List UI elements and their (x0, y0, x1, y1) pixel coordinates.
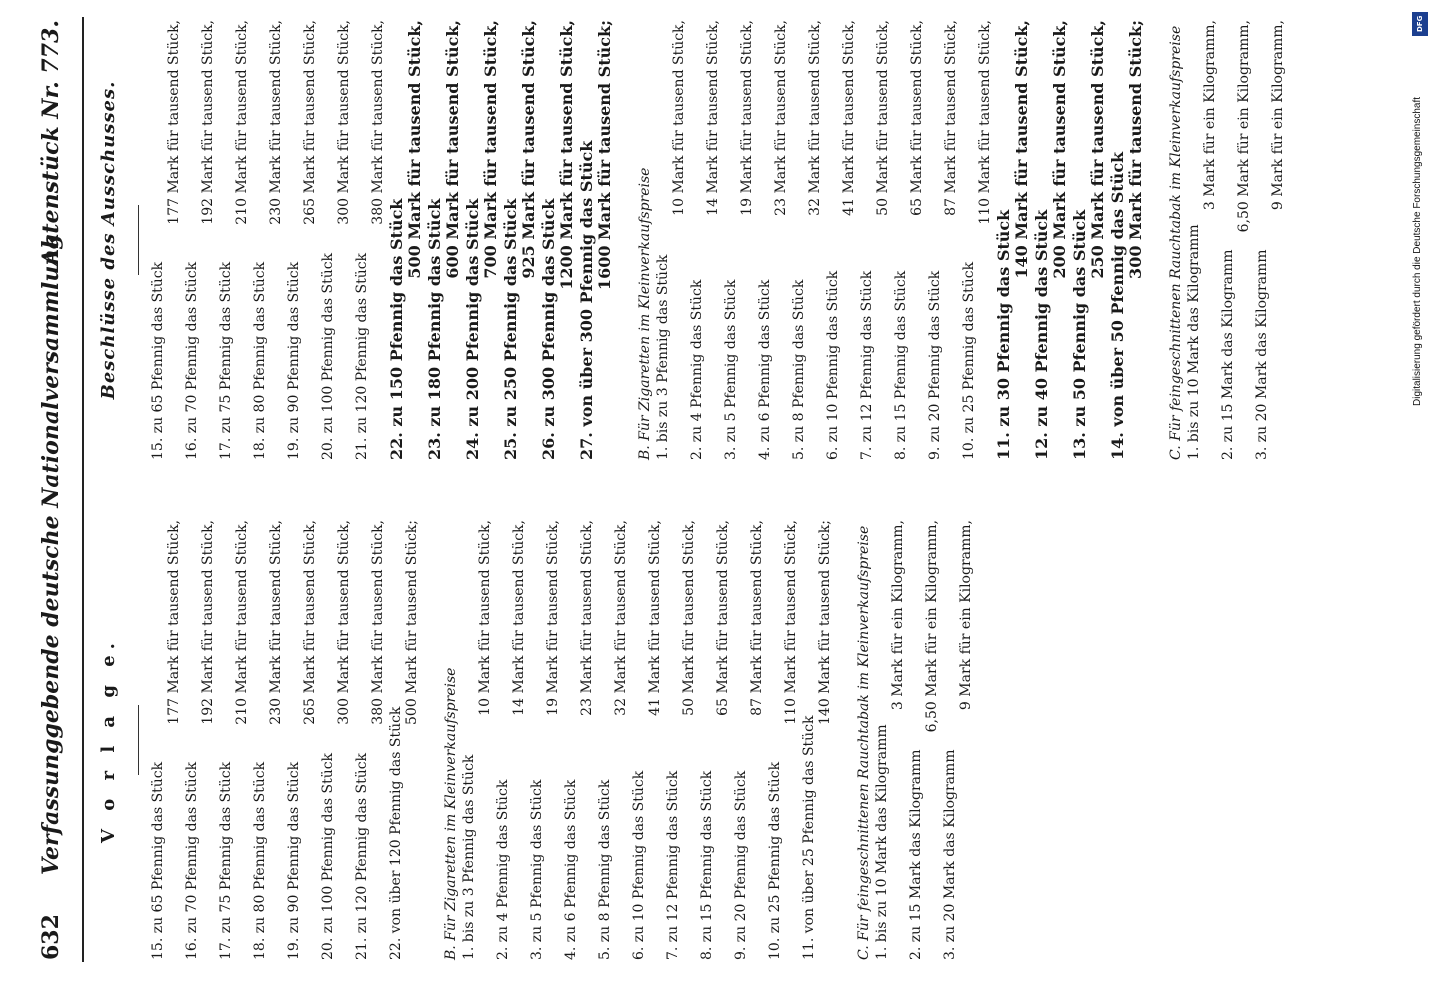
price-bracket: 17. zu 75 Pfennig das Stück (218, 761, 234, 960)
price-bracket: 15. zu 65 Pfennig das Stück (150, 761, 166, 960)
tariff-row (217, 520, 251, 960)
tariff-list-bold (387, 20, 615, 460)
price-bracket: 21. zu 120 Pfennig das Stück (354, 752, 370, 960)
tariff-row (1070, 20, 1108, 460)
tariff-row (353, 520, 387, 960)
tax-rate: 925 Mark für tausend Stück, (519, 20, 538, 279)
price-bracket: 16. zu 70 Pfennig das Stück (184, 761, 200, 960)
price-bracket: 18. zu 80 Pfennig das Stück (252, 761, 268, 960)
tax-rate: 300 Mark für tausend Stück, (336, 20, 352, 225)
price-bracket: 2. zu 4 Pfennig das Stück (495, 779, 511, 960)
tax-rate: 87 Mark für tausend Stück, (943, 20, 959, 216)
price-bracket: 3. zu 20 Mark das Kilogramm (1254, 249, 1270, 460)
price-bracket: 16. zu 70 Pfennig das Stück (184, 261, 200, 460)
tax-rate: 300 Mark für tausend Stück, (336, 520, 352, 725)
tariff-row (907, 520, 941, 960)
tax-rate: 9 Mark für ein Kilogramm, (958, 520, 974, 711)
tax-rate: 500 Mark für tausend Stück, (405, 20, 424, 279)
tax-rate: 19 Mark für tausend Stück, (739, 20, 755, 216)
tax-rate: 110 Mark für tausend Stück, (977, 20, 993, 225)
tax-rate: 140 Mark für tausend Stück, (1012, 20, 1031, 279)
tariff-row (756, 20, 790, 460)
tax-rate: 19 Mark für tausend Stück, (545, 520, 561, 716)
section-heading: B. Für Zigaretten im Kleinverkaufspreise (637, 167, 653, 460)
tax-rate: 41 Mark für tausend Stück, (647, 520, 663, 716)
tax-rate: 380 Mark für tausend Stück, (370, 20, 386, 225)
price-bracket: 19. zu 90 Pfennig das Stück (286, 761, 302, 960)
tax-rate: 300 Mark für tausend Stück; (1126, 20, 1145, 279)
tax-rate: 6,50 Mark für ein Kilogramm, (924, 520, 940, 733)
price-bracket: 3. zu 20 Mark das Kilogramm (942, 749, 958, 960)
tax-rate: 1200 Mark für tausend Stück, (557, 20, 576, 290)
tariff-row (562, 520, 596, 960)
tariff-row (858, 20, 892, 460)
tax-rate: 3 Mark für ein Kilogramm, (1202, 20, 1218, 211)
price-bracket: 26. zu 300 Pfennig das Stück (539, 198, 558, 460)
price-bracket: 27. von über 300 Pfennig das Stück (577, 140, 596, 460)
tariff-row (285, 20, 319, 460)
tax-rate: 192 Mark für tausend Stück, (200, 20, 216, 225)
price-bracket: 9. zu 20 Pfennig das Stück (927, 270, 943, 460)
tariff-row (539, 20, 577, 460)
tariff-row (1253, 20, 1287, 460)
document-number: Aktenstück Nr. 773. (38, 20, 64, 266)
price-bracket: 10. zu 25 Pfennig das Stück (961, 261, 977, 460)
price-bracket: 10. zu 25 Pfennig das Stück (767, 761, 783, 960)
tax-rate: 250 Mark für tausend Stück, (1088, 20, 1107, 279)
funding-note: Digitalisierung gefördert durch die Deutsche Forschungsgemeinschaft (1412, 96, 1423, 406)
tax-rate: 14 Mark für tausend Stück, (511, 520, 527, 716)
price-bracket: 24. zu 200 Pfennig das Stück (463, 198, 482, 460)
tariff-row (183, 520, 217, 960)
heading-dash (138, 705, 139, 775)
price-bracket: 17. zu 75 Pfennig das Stück (218, 261, 234, 460)
price-bracket: 5. zu 8 Pfennig das Stück (597, 779, 613, 960)
tariff-list (1185, 20, 1287, 460)
tariff-row (596, 520, 630, 960)
price-bracket: 7. zu 12 Pfennig das Stück (859, 270, 875, 460)
tax-rate: 32 Mark für tausend Stück, (807, 20, 823, 216)
section-heading: C. Für feingeschnittenen Rauchtabak im Kleinverkaufspreise (856, 525, 872, 960)
tariff-row (1219, 20, 1253, 460)
tariff-row (892, 20, 926, 460)
tax-rate: 177 Mark für tausend Stück, (166, 20, 182, 225)
tariff-row (1032, 20, 1070, 460)
tax-rate: 6,50 Mark für ein Kilogramm, (1236, 20, 1252, 233)
price-bracket: 22. von über 120 Pfennig das Stück (388, 706, 404, 960)
tax-rate: 3 Mark für ein Kilogramm, (890, 520, 906, 711)
price-bracket: 12. zu 40 Pfennig das Stück (1032, 209, 1051, 460)
column-heading: Beschlüsse des Ausschusses. (98, 80, 119, 400)
price-bracket: 1. bis zu 10 Mark das Kilogramm (1186, 224, 1202, 460)
right-column (98, 20, 1287, 460)
price-bracket: 4. zu 6 Pfennig das Stück (757, 279, 773, 460)
price-bracket: 20. zu 100 Pfennig das Stück (320, 752, 336, 960)
tax-rate: 50 Mark für tausend Stück, (681, 520, 697, 716)
tariff-row (528, 520, 562, 960)
tariff-row (501, 20, 539, 460)
tax-rate: 10 Mark für tausend Stück, (477, 520, 493, 716)
price-bracket: 3. zu 5 Pfennig das Stück (529, 779, 545, 960)
tariff-row (926, 20, 960, 460)
tax-rate: 210 Mark für tausend Stück, (234, 20, 250, 225)
tariff-row (387, 20, 425, 460)
price-bracket: 6. zu 10 Pfennig das Stück (631, 770, 647, 960)
section-heading: B. Für Zigaretten im Kleinverkaufspreise (443, 667, 459, 960)
price-bracket: 2. zu 15 Mark das Kilogramm (908, 749, 924, 960)
tariff-row (149, 20, 183, 460)
price-bracket: 22. zu 150 Pfennig das Stück (387, 198, 406, 460)
tariff-row (994, 20, 1032, 460)
page-header (32, 20, 78, 960)
price-bracket: 8. zu 15 Pfennig das Stück (699, 770, 715, 960)
tariff-list-bold (994, 20, 1146, 460)
tax-rate: 10 Mark für tausend Stück, (671, 20, 687, 216)
tax-rate: 32 Mark für tausend Stück, (613, 520, 629, 716)
tariff-row (1185, 20, 1219, 460)
tariff-list (654, 20, 994, 460)
tax-rate: 500 Mark für tausend Stück; (404, 520, 420, 725)
tariff-row (664, 520, 698, 960)
tariff-row (319, 20, 353, 460)
price-bracket: 20. zu 100 Pfennig das Stück (320, 252, 336, 460)
tax-rate: 9 Mark für ein Kilogramm, (1270, 20, 1286, 211)
tariff-row (183, 20, 217, 460)
tax-rate: 210 Mark für tausend Stück, (234, 520, 250, 725)
tax-rate: 600 Mark für tausend Stück, (443, 20, 462, 279)
price-bracket: 15. zu 65 Pfennig das Stück (150, 261, 166, 460)
tariff-row (251, 20, 285, 460)
tariff-row (149, 520, 183, 960)
tax-rate: 140 Mark für tausend Stück; (817, 520, 833, 725)
price-bracket: 1. bis zu 3 Pfennig das Stück (461, 754, 477, 960)
tariff-row (790, 20, 824, 460)
tax-rate: 230 Mark für tausend Stück, (268, 520, 284, 725)
price-bracket: 3. zu 5 Pfennig das Stück (723, 279, 739, 460)
tariff-row (766, 520, 800, 960)
tariff-row (494, 520, 528, 960)
tax-rate: 380 Mark für tausend Stück, (370, 520, 386, 725)
price-bracket: 14. von über 50 Pfennig das Stück (1108, 151, 1127, 460)
price-bracket: 8. zu 15 Pfennig das Stück (893, 270, 909, 460)
price-bracket: 1. bis zu 3 Pfennig das Stück (655, 254, 671, 460)
tariff-row (960, 20, 994, 460)
price-bracket: 6. zu 10 Pfennig das Stück (825, 270, 841, 460)
tax-rate: 700 Mark für tausend Stück, (481, 20, 500, 279)
tariff-row (577, 20, 615, 460)
page-title: Verfassunggebende deutsche Nationalversammlung. (38, 226, 64, 875)
tariff-row (251, 520, 285, 960)
price-bracket: 7. zu 12 Pfennig das Stück (665, 770, 681, 960)
price-bracket: 9. zu 20 Pfennig das Stück (733, 770, 749, 960)
tariff-row (387, 520, 421, 960)
tax-rate: 110 Mark für tausend Stück, (783, 520, 799, 725)
tariff-row (217, 20, 251, 460)
price-bracket: 23. zu 180 Pfennig das Stück (425, 198, 444, 460)
tariff-row (630, 520, 664, 960)
tax-rate: 265 Mark für tausend Stück, (302, 20, 318, 225)
price-bracket: 5. zu 8 Pfennig das Stück (791, 279, 807, 460)
tariff-row (285, 520, 319, 960)
tax-rate: 23 Mark für tausend Stück, (579, 520, 595, 716)
tax-rate: 41 Mark für tausend Stück, (841, 20, 857, 216)
tariff-row (873, 520, 907, 960)
header-rule (82, 17, 84, 962)
price-bracket: 13. zu 50 Pfennig das Stück (1070, 209, 1089, 460)
price-bracket: 4. zu 6 Pfennig das Stück (563, 779, 579, 960)
tax-rate: 87 Mark für tausend Stück, (749, 520, 765, 716)
tariff-row (1108, 20, 1146, 460)
tariff-row (463, 20, 501, 460)
tariff-row (425, 20, 463, 460)
price-bracket: 11. zu 30 Pfennig das Stück (994, 209, 1013, 460)
tariff-row (353, 20, 387, 460)
tariff-row (688, 20, 722, 460)
tax-rate: 14 Mark für tausend Stück, (705, 20, 721, 216)
column-heading: V o r l a g e. (98, 637, 119, 843)
tariff-row (941, 520, 975, 960)
section-heading: C. Für feingeschnittenen Rauchtabak im Kleinverkaufspreise (1168, 25, 1184, 460)
tariff-row (319, 520, 353, 960)
tariff-list (460, 520, 834, 960)
dfg-logo: DFG (1412, 12, 1428, 36)
heading-dash (138, 205, 139, 275)
tax-rate: 230 Mark für tausend Stück, (268, 20, 284, 225)
tariff-row (698, 520, 732, 960)
tax-rate: 23 Mark für tausend Stück, (773, 20, 789, 216)
tax-rate: 65 Mark für tausend Stück, (909, 20, 925, 216)
page-number: 632 (38, 914, 64, 960)
tax-rate: 177 Mark für tausend Stück, (166, 520, 182, 725)
tariff-row (654, 20, 688, 460)
tariff-row (722, 20, 756, 460)
price-bracket: 1. bis zu 10 Mark das Kilogramm (874, 724, 890, 960)
tariff-list (873, 520, 975, 960)
tariff-list (149, 520, 421, 960)
tax-rate: 65 Mark für tausend Stück, (715, 520, 731, 716)
price-bracket: 2. zu 4 Pfennig das Stück (689, 279, 705, 460)
price-bracket: 18. zu 80 Pfennig das Stück (252, 261, 268, 460)
price-bracket: 19. zu 90 Pfennig das Stück (286, 261, 302, 460)
price-bracket: 21. zu 120 Pfennig das Stück (354, 252, 370, 460)
tax-rate: 50 Mark für tausend Stück, (875, 20, 891, 216)
margin-note (1410, 6, 1432, 994)
price-bracket: 25. zu 250 Pfennig das Stück (501, 198, 520, 460)
tariff-row (732, 520, 766, 960)
tax-rate: 265 Mark für tausend Stück, (302, 520, 318, 725)
tariff-row (460, 520, 494, 960)
tariff-row (824, 20, 858, 460)
price-bracket: 11. von über 25 Pfennig das Stück (801, 715, 817, 960)
tax-rate: 200 Mark für tausend Stück, (1050, 20, 1069, 279)
tariff-row (800, 520, 834, 960)
tax-rate: 1600 Mark für tausend Stück; (595, 20, 614, 291)
tax-rate: 192 Mark für tausend Stück, (200, 520, 216, 725)
tariff-list (149, 20, 387, 460)
price-bracket: 2. zu 15 Mark das Kilogramm (1220, 249, 1236, 460)
left-column (98, 520, 975, 960)
